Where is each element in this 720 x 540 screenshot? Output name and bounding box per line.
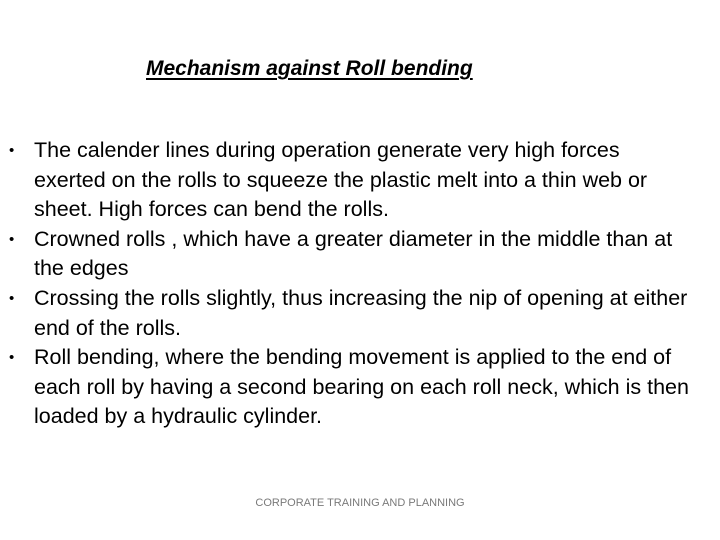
bullet-text: The calender lines during operation generate very high forces exerted on the rolls to squeeze the plastic melt into a thin web or sheet. High forces can bend the rolls.	[34, 138, 648, 222]
bullet-dot-icon: •	[9, 289, 15, 307]
bullet-text: Roll bending, where the bending movement is applied to the end of each roll by having a second bearing on each roll neck, which is then loaded by a hydraulic cylinder.	[34, 345, 689, 429]
slide-title: Mechanism against Roll bending	[146, 57, 473, 80]
bullet-dot-icon: •	[9, 349, 15, 367]
bullet-item	[9, 284, 696, 343]
bullet-item	[9, 136, 696, 225]
bullet-dot-icon: •	[9, 230, 15, 248]
bullet-text: Crowned rolls , which have a greater diameter in the middle than at the edges	[34, 226, 673, 281]
bullet-item	[9, 225, 696, 284]
bullet-dot-icon: •	[9, 142, 15, 159]
bullet-list	[9, 136, 696, 432]
bullet-text: Crossing the rolls slightly, thus increasing the nip of opening at either end of the rolls.	[34, 285, 688, 340]
bullet-item	[9, 343, 696, 432]
footer-text: CORPORATE TRAINING AND PLANNING	[255, 497, 465, 509]
